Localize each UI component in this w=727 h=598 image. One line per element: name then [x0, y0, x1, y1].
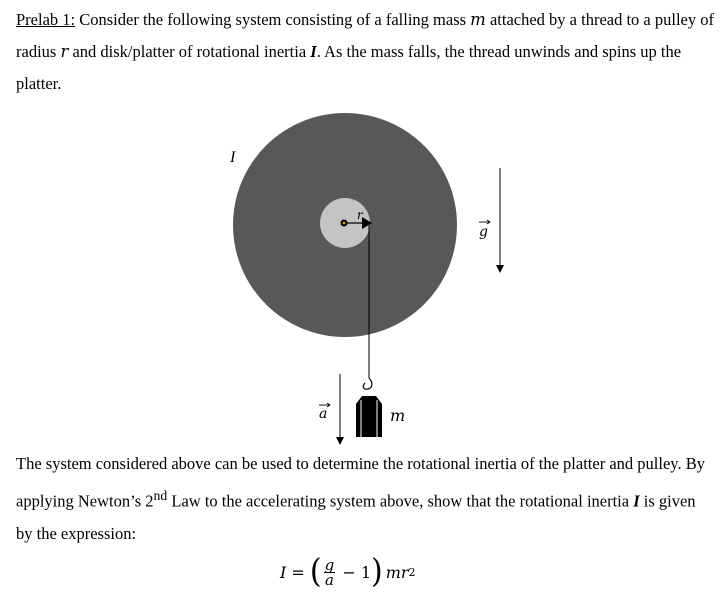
inertia-formula [280, 552, 416, 592]
intro-text-3: and disk/platter of rotational inertia [68, 42, 311, 61]
formula-exponent: 2 [408, 565, 416, 579]
formula-rhs: mr [385, 562, 409, 582]
intro-var-I: I [310, 42, 317, 61]
axle-center [343, 222, 346, 225]
outro-text-2: Law to the accelerating system above, show that the rotational inertia [167, 491, 634, 511]
formula-fraction [324, 555, 336, 589]
outro-text-3: is given by the expression: [16, 491, 696, 543]
formula-denominator: a [324, 570, 334, 589]
intro-text-2: attached by a thread to a pulley of radius [16, 10, 714, 61]
formula-close-paren: ) [371, 552, 383, 591]
formula-numerator: g [324, 555, 335, 574]
inertia-label: I [230, 149, 236, 166]
outro-text-1: The system considered above can be used to determine the rotational inertia of the platter and pulley. By applying Newton’s 2 [16, 454, 705, 511]
intro-var-m: m [470, 10, 486, 29]
gravity-label: g [479, 224, 488, 240]
acceleration-arrowhead [336, 437, 344, 445]
hanging-mass [356, 396, 382, 437]
formula-minus-one: − 1 [337, 562, 371, 582]
mass-label: m [390, 406, 406, 425]
formula-lhs: I [280, 562, 287, 582]
outro-paragraph [16, 448, 716, 550]
radius-label: r [357, 208, 363, 222]
formula-equals: = [286, 562, 310, 582]
formula-open-paren: ( [309, 552, 322, 591]
intro-text-4: . As the mass falls, the thread unwinds and spins up the platter. [16, 42, 682, 93]
acceleration-label: a [319, 406, 328, 422]
intro-var-r: r [60, 42, 69, 61]
prelab-label: Prelab 1: [16, 10, 76, 29]
intro-text-1: Consider the following system consisting of a falling mass [75, 10, 471, 29]
gravity-arrowhead [496, 265, 504, 273]
hook [363, 378, 372, 389]
outro-superscript: nd [153, 488, 168, 503]
outro-var-I: I [633, 491, 640, 511]
